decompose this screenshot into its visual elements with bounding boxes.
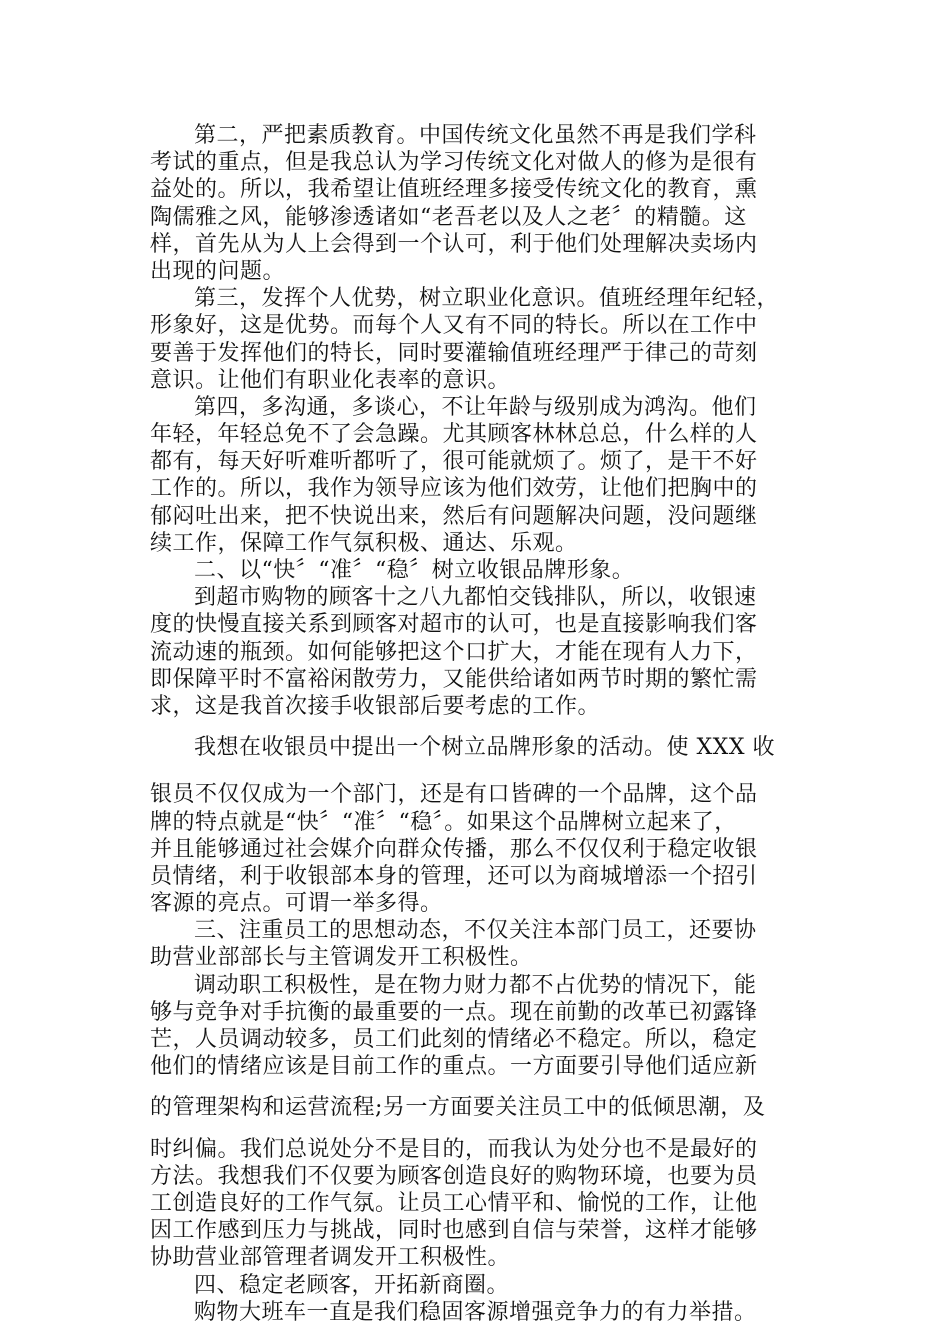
paragraph-line: 方法。我想我们不仅要为顾客创造良好的购物环境，也要为员 xyxy=(150,1163,758,1189)
paragraph-line: 意识。让他们有职业化表率的意识。 xyxy=(150,367,511,393)
paragraph-line: 芒，人员调动较多，员工们此刻的情绪必不稳定。所以，稳定 xyxy=(150,1027,758,1052)
paragraph-line: 银员不仅仅成为一个部门，还是有口皆碑的一个品牌，这个品 xyxy=(150,782,758,808)
paragraph-line: 年轻，年轻总免不了会急躁。尤其顾客林林总总，什么样的人 xyxy=(150,422,758,448)
paragraph-line: 牌的特点就是“快〞“准〞“稳〞。如果这个品牌树立起来了， xyxy=(150,809,737,835)
section-heading: 二、以“快〞“准〞“稳〞树立收银品牌形象。 xyxy=(194,558,635,583)
paragraph-line: 第二，严把素质教育。中国传统文化虽然不再是我们学科 xyxy=(194,123,757,148)
section-heading: 四、稳定老顾客，开拓新商圈。 xyxy=(194,1272,510,1298)
paragraph-line: 益处的。所以，我希望让值班经理多接受传统文化的教育，熏 xyxy=(150,177,758,203)
paragraph-line: 员情绪，利于收银部本身的管理，还可以为商城增添一个招引 xyxy=(150,863,758,889)
paragraph-line: 因工作感到压力与挑战，同时也感到自信与荣誉，这样才能够 xyxy=(150,1218,758,1244)
paragraph-line: 形象好，这是优势。而每个人又有不同的特长。所以在工作中 xyxy=(150,313,758,339)
paragraph-line: 我想在收银员中提出一个树立品牌形象的活动。使 XXX 收 xyxy=(194,735,775,761)
paragraph-line: 工创造良好的工作气氛。让员工心情平和、愉悦的工作，让他 xyxy=(150,1190,758,1216)
paragraph-line: 续工作，保障工作气氛积极、通达、乐观。 xyxy=(150,530,578,556)
document-body xyxy=(150,122,810,1326)
section-heading: 助营业部部长与主管调发开工积极性。 xyxy=(150,945,533,971)
paragraph-line: 第三，发挥个人优势，树立职业化意识。值班经理年纪轻， xyxy=(194,286,780,312)
paragraph-line: 都有，每天好听难听都听了，很可能就烦了。烦了，是干不好 xyxy=(150,449,758,475)
paragraph-line: 即保障平时不富裕闲散劳力，又能供给诸如两节时期的繁忙需 xyxy=(150,666,758,692)
paragraph-line: 流动速的瓶颈。如何能够把这个口扩大，才能在现有人力下， xyxy=(150,639,758,665)
paragraph-line: 够与竞争对手抗衡的最重要的一点。现在前勤的改革已初露锋 xyxy=(150,999,758,1025)
paragraph-line: 考试的重点，但是我总认为学习传统文化对做人的修为是很有 xyxy=(150,150,758,176)
paragraph-line: 工作的。所以，我作为领导应该为他们效劳，让他们把胸中的 xyxy=(150,476,758,502)
paragraph-line: 客源的亮点。可谓一举多得。 xyxy=(150,891,443,917)
paragraph-line: 第四，多沟通，多谈心，不让年龄与级别成为鸿沟。他们 xyxy=(194,394,757,420)
paragraph-line: 求，这是我首次接手收银部后要考虑的工作。 xyxy=(150,693,601,719)
paragraph-line: 他们的情绪应该是目前工作的重点。一方面要引导他们适应新 xyxy=(150,1054,758,1080)
paragraph-line: 郁闷吐出来，把不快说出来，然后有问题解决问题，没问题继 xyxy=(150,503,758,529)
paragraph-line: 陶儒雅之风，能够渗透诸如“老吾老以及人之老〞的精髓。这 xyxy=(150,204,747,230)
paragraph-line: 要善于发挥他们的特长，同时要灌输值班经理严于律己的苛刻 xyxy=(150,340,758,366)
paragraph-line: 到超市购物的顾客十之八九都怕交钱排队，所以，收银速 xyxy=(194,585,757,611)
paragraph-line: 样，首先从为人上会得到一个认可，利于他们处理解决卖场内 xyxy=(150,231,758,257)
paragraph-line: 出现的问题。 xyxy=(150,258,286,284)
paragraph-line: 度的快慢直接关系到顾客对超市的认可，也是直接影响我们客 xyxy=(150,612,758,638)
paragraph-line: 并且能够通过社会媒介向群众传播，那么不仅仅利于稳定收银 xyxy=(150,836,758,862)
paragraph-line: 购物大班车一直是我们稳固客源增强竞争力的有力举措。 xyxy=(194,1299,757,1325)
section-heading: 三、注重员工的思想动态，不仅关注本部门员工，还要协 xyxy=(194,918,757,944)
paragraph-line: 的管理架构和运营流程;另一方面要关注员工中的低倾思潮，及 xyxy=(150,1095,766,1121)
paragraph-line: 调动职工积极性，是在物力财力都不占优势的情况下，能 xyxy=(194,972,757,998)
paragraph-line: 协助营业部管理者调发开工积极性。 xyxy=(150,1245,511,1271)
paragraph-line: 时纠偏。我们总说处分不是目的，而我认为处分也不是最好的 xyxy=(150,1136,758,1162)
